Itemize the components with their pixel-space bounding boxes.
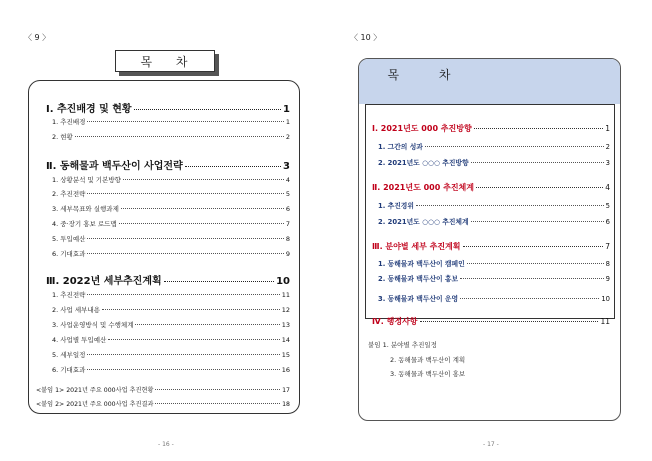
dot-leader — [420, 321, 599, 322]
right-toc-entry-page: 5 — [605, 202, 610, 210]
right-toc-entry-page: 1 — [605, 124, 610, 133]
appendix-item[interactable]: 3. 동해물과 백두산이 홍보 — [390, 370, 466, 378]
dot-leader — [87, 238, 283, 239]
right-toc-entry-page: 6 — [605, 218, 610, 226]
left-toc-entry-title: Ⅲ. 2022년 세부추진계획 — [46, 276, 162, 287]
left-toc-entry[interactable] — [52, 249, 290, 258]
right-toc-entry-title: 1. 추진경위 — [378, 202, 414, 210]
left-toc-entry-page: 9 — [285, 250, 290, 258]
dot-leader — [467, 263, 604, 264]
dot-leader — [155, 389, 280, 390]
right-toc-entry-page: 3 — [605, 159, 610, 167]
right-toc-entry-title: 2. 동해물과 백두산이 홍보 — [378, 275, 459, 283]
right-toc-entry-title: 3. 동해물과 백두산이 운영 — [378, 295, 459, 303]
left-toc-entry-page: 16 — [281, 366, 290, 374]
left-toc-entry-title: <붙임 1> 2021년 주요 000사업 추진현황 — [36, 387, 154, 394]
right-toc-entry-page: 11 — [600, 317, 610, 326]
dot-leader — [460, 278, 604, 279]
dot-leader — [471, 221, 604, 222]
left-toc-entry-title: <붙임 2> 2021년 주요 000사업 추진결과 — [36, 401, 154, 408]
left-toc-entry-title: 5. 투입예산 — [52, 235, 86, 243]
right-toc-entry[interactable] — [378, 200, 610, 210]
right-toc-entry-page: 2 — [605, 143, 610, 151]
left-toc-entry[interactable] — [52, 204, 290, 213]
dot-leader — [108, 339, 279, 340]
right-toc-entry-page: 9 — [605, 275, 610, 283]
left-toc-entry-page: 5 — [285, 190, 290, 198]
left-page-label: 〈 9 〉 — [24, 33, 51, 42]
left-toc-entry-title: 2. 사업 세부내용 — [52, 306, 101, 314]
left-toc-entry-title: 2. 추진전략 — [52, 190, 86, 198]
left-toc-entry[interactable] — [52, 290, 290, 299]
right-footer: - 17 - — [483, 441, 499, 448]
dot-leader — [134, 109, 281, 110]
left-toc-entry-title: Ⅱ. 동해물과 백두산이 사업전략 — [46, 161, 183, 172]
left-toc-entry[interactable] — [36, 385, 290, 394]
dot-leader — [155, 403, 280, 404]
dot-leader — [102, 309, 280, 310]
left-toc-entry[interactable] — [52, 175, 290, 184]
dot-leader — [185, 166, 281, 167]
dot-leader — [416, 205, 604, 206]
left-toc-entry-page: 7 — [285, 220, 290, 228]
left-toc-entry[interactable] — [46, 157, 290, 172]
dot-leader — [425, 146, 604, 147]
right-toc-title: 목 차 — [387, 67, 469, 82]
left-toc-entry-page: 1 — [285, 118, 290, 126]
dot-leader — [87, 294, 279, 295]
left-toc-entry[interactable] — [52, 189, 290, 198]
left-toc-entry[interactable] — [52, 305, 290, 314]
left-toc-entry[interactable] — [46, 272, 290, 287]
left-toc-entry-title: 4. 중·장기 홍보 로드맵 — [52, 220, 117, 228]
right-toc-entry-title: 1. 그간의 성과 — [378, 143, 423, 151]
left-toc-entry[interactable] — [52, 132, 290, 141]
dot-leader — [87, 354, 279, 355]
dot-leader — [164, 281, 274, 282]
left-toc-entry-title: 3. 사업운영방식 및 수행체계 — [52, 321, 134, 329]
dot-leader — [471, 162, 604, 163]
left-toc-entry-page: 2 — [285, 133, 290, 141]
right-toc-entry-page: 10 — [601, 295, 610, 303]
right-toc-entry[interactable] — [372, 316, 610, 327]
dot-leader — [135, 324, 279, 325]
dot-leader — [87, 369, 279, 370]
dot-leader — [87, 193, 283, 194]
dot-leader — [75, 136, 284, 137]
left-toc-entry-page: 13 — [281, 321, 290, 329]
left-toc-entry[interactable] — [52, 234, 290, 243]
right-page-label: 〈 10 〉 — [350, 33, 382, 42]
left-toc-entry-title: 6. 기대효과 — [52, 250, 86, 258]
dot-leader — [121, 208, 284, 209]
dot-leader — [87, 121, 283, 122]
left-toc-entry[interactable] — [46, 100, 290, 115]
left-toc-entry-page: 10 — [276, 276, 290, 287]
right-toc-entry-title: Ⅱ. 2021년도 000 추진체계 — [372, 183, 474, 192]
right-toc-entry[interactable] — [378, 273, 610, 283]
left-toc-entry-title: 1. 추진전략 — [52, 291, 86, 299]
left-toc-entry[interactable] — [52, 335, 290, 344]
dot-leader — [460, 298, 599, 299]
left-toc-entry[interactable] — [52, 219, 290, 228]
right-toc-entry[interactable] — [372, 182, 610, 193]
right-toc-entry-page: 8 — [605, 260, 610, 268]
dot-leader — [123, 179, 284, 180]
right-toc-entry-title: Ⅳ. 행정사항 — [372, 317, 418, 326]
dot-leader — [119, 223, 284, 224]
left-toc-entry-title: 4. 사업별 투입예산 — [52, 336, 107, 344]
left-toc-entry-page: 18 — [282, 401, 290, 408]
left-toc-entry[interactable] — [36, 399, 290, 408]
left-toc-entry-title: 1. 추진배경 — [52, 118, 86, 126]
right-toc-entry-title: Ⅲ. 분야별 세부 추진계획 — [372, 242, 461, 251]
left-toc-entry[interactable] — [52, 117, 290, 126]
dot-leader — [463, 246, 604, 247]
right-toc-entry[interactable] — [372, 241, 610, 252]
right-toc-entry-title: Ⅰ. 2021년도 000 추진방향 — [372, 124, 472, 133]
left-toc-entry-title: 6. 기대효과 — [52, 366, 86, 374]
left-toc-title: 목 차 — [115, 50, 215, 72]
right-toc-entry[interactable] — [378, 157, 610, 167]
left-toc-entry-page: 15 — [281, 351, 290, 359]
right-toc-entry-page: 7 — [605, 242, 610, 251]
dot-leader — [474, 128, 604, 129]
appendix-item[interactable]: 붙임 1. 분야별 추진일정 — [368, 341, 437, 349]
dot-leader — [87, 253, 283, 254]
right-toc-inner-box — [365, 104, 615, 319]
right-toc-entry-title: 1. 동해물과 백두산이 캠페인 — [378, 260, 465, 268]
left-toc-entry[interactable] — [52, 320, 290, 329]
left-toc-entry[interactable] — [52, 350, 290, 359]
right-toc-entry-title: 2. 2021년도 ○○○ 추진체계 — [378, 218, 469, 226]
left-toc-entry-page: 11 — [281, 291, 290, 299]
appendix-item[interactable]: 2. 동해물과 백두산이 계획 — [390, 356, 466, 364]
left-toc-entry-page: 14 — [281, 336, 290, 344]
left-toc-entry[interactable] — [52, 365, 290, 374]
left-toc-entry-page: 4 — [285, 176, 290, 184]
right-toc-entry[interactable] — [378, 216, 610, 226]
left-toc-entry-page: 1 — [283, 104, 290, 115]
left-toc-entry-page: 17 — [282, 387, 290, 394]
left-footer: - 16 - — [158, 441, 174, 448]
left-toc-entry-page: 8 — [285, 235, 290, 243]
right-toc-entry[interactable] — [378, 293, 610, 303]
dot-leader — [476, 187, 603, 188]
right-toc-entry-page: 4 — [605, 183, 610, 192]
right-toc-entry[interactable] — [378, 141, 610, 151]
right-toc-entry-title: 2. 2021년도 ○○○ 추진방향 — [378, 159, 469, 167]
left-toc-entry-title: 3. 세부목표와 실행과제 — [52, 205, 119, 213]
left-toc-entry-page: 3 — [283, 161, 290, 172]
left-toc-entry-title: 5. 세부일정 — [52, 351, 86, 359]
left-toc-entry-title: Ⅰ. 추진배경 및 현황 — [46, 104, 132, 115]
left-toc-entry-page: 6 — [285, 205, 290, 213]
left-toc-entry-page: 12 — [281, 306, 290, 314]
left-toc-entry-title: 1. 상황분석 및 기본방향 — [52, 176, 121, 184]
right-toc-entry[interactable] — [378, 258, 610, 268]
left-toc-entry-title: 2. 현황 — [52, 133, 73, 141]
left-toc-box — [28, 80, 300, 414]
right-toc-entry[interactable] — [372, 123, 610, 134]
